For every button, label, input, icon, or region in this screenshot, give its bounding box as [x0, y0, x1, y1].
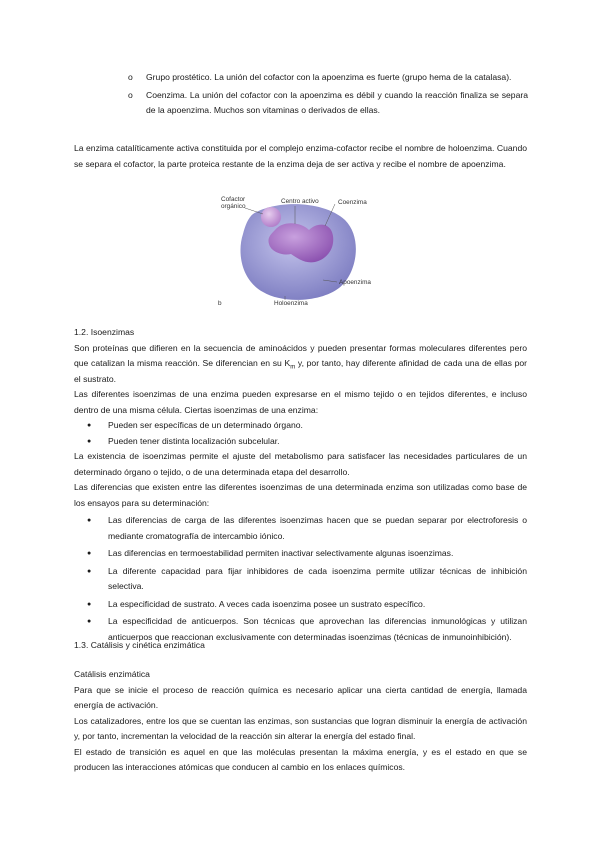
- list-item: ● La especificidad de sustrato. A veces cada isoenzima posee un sustrato específico.: [74, 597, 527, 613]
- list-item: ● La especificidad de anticuerpos. Son técnicas que aprovechan las diferencias inmunológicas y utilizan anticuerpos que reaccionan exclusivamente con determinadas isoenzimas (técnicas de inmunoinhibición).: [87, 616, 527, 642]
- list-item: ● Pueden ser específicas de un determinado órgano.: [74, 418, 527, 434]
- circle-bullet-icon: o: [128, 72, 133, 82]
- holoenzyme-paragraph-block: [74, 141, 527, 172]
- label-active-site: Centro activo: [281, 198, 319, 205]
- section-heading: 1.2. Isoenzimas: [74, 327, 135, 337]
- isoenzimas-paragraph-4: Las diferencias que existen entre las diferentes isoenzimas de una determinada enzima son utilizadas como base de los ensayos para su determinación:: [74, 482, 527, 508]
- bullet-icon: ●: [87, 567, 92, 575]
- section-isoenzimas: [74, 325, 527, 645]
- list-item: ● Las diferencias en termoestabilidad permiten inactivar selectivamente algunas isoenzimas.: [74, 546, 527, 562]
- bullet-icon: ●: [87, 517, 92, 524]
- label-coenzyme: Coenzima: [338, 199, 367, 206]
- catalisis-paragraph-1: Para que se inicie el proceso de reacción química es necesario aplicar una cierta cantidad de energía, llamada energía de activación.: [74, 684, 527, 710]
- isoenzimas-paragraph-1: Son proteínas que difieren en la secuencia de aminoácidos y pueden presentar formas moleculares diferentes pero que catalizan la misma reacción. Se diferencian en su $K_m$ y, por tanto, hay diferente afinidad de cada una de ellas por el sustrato.: [74, 342, 527, 384]
- list-item: ● Las diferencias de carga de las diferentes isoenzimas hacen que se puedan separar por electroforesis o mediante cromatografía de intercambio iónico.: [87, 515, 527, 541]
- section-heading: 1.3. Catálisis y cinética enzimática: [74, 640, 205, 650]
- label-cofactor: Cofactor orgánico: [221, 196, 246, 210]
- list-item: ● Pueden tener distinta localización subcelular.: [74, 434, 527, 450]
- list-item-coenzima: [128, 88, 528, 119]
- catalisis-body: [74, 667, 527, 776]
- bullet-icon: ●: [87, 437, 92, 445]
- list-item: ● La diferente capacidad para fijar inhibidores de cada isoenzima permite utilizar técnicas de inhibición selectiva.: [87, 565, 527, 591]
- section-catalisis: [74, 638, 527, 654]
- list-item-text: Grupo prostético. La unión del cofactor con la apoenzima es fuerte (grupo hema de la catalasa).: [146, 72, 512, 82]
- bullet-icon: ●: [87, 550, 92, 557]
- holoenzyme-figure: [205, 192, 375, 310]
- cofactor-type-list: [128, 70, 528, 119]
- holoenzyme-paragraph: La enzima catalíticamente activa constituida por el complejo enzima-cofactor recibe el nombre de holoenzima. Cuando se separa el cofactor, la parte proteica restante de la enzima deja de ser activa y recibe el nombre de apoenzima.: [74, 143, 527, 169]
- list-item-text: Coenzima. La unión del cofactor con la apoenzima es débil y cuando la reacción finaliza se separa de la apoenzima. Muchos son vitaminas o derivados de ellas.: [146, 89, 528, 115]
- isoenzimas-paragraph-3: La existencia de isoenzimas permite el ajuste del metabolismo para satisfacer las necesidades particulares de un determinado órgano o tejido, o de una determinada etapa del desarrollo.: [74, 451, 527, 477]
- label-apoenzyme: Apoenzima: [339, 279, 371, 286]
- bullet-icon: ●: [87, 600, 92, 608]
- bullet-icon: ●: [87, 618, 92, 625]
- label-holoenzyme: Holoenzima: [274, 300, 308, 307]
- catalisis-paragraph-2: Los catalizadores, entre los que se cuentan las enzimas, son sustancias que logran disminuir la energía de activación y, por tanto, incrementan la velocidad de la reacción sin alterar la energía del estado final.: [74, 715, 527, 741]
- label-panel-b: b: [218, 300, 222, 307]
- catalisis-paragraph-3: El estado de transición es aquel en que las moléculas presentan la máxima energía, y es el estado en que se producen las interacciones atómicas que conducen al cambio en los enlaces químicos.: [74, 746, 527, 772]
- cofactor-shape: [261, 207, 281, 227]
- list-item-grupo-prostetico: [128, 70, 528, 86]
- subheading: Catálisis enzimática: [74, 669, 150, 679]
- bullet-icon: ●: [87, 422, 92, 429]
- circle-bullet-icon: o: [128, 89, 133, 100]
- isoenzimas-paragraph-2: Las diferentes isoenzimas de una enzima pueden expresarse en el mismo tejido o en tejidos diferentes, e incluso dentro de una misma célula. Ciertas isoenzimas de una enzima:: [74, 389, 527, 415]
